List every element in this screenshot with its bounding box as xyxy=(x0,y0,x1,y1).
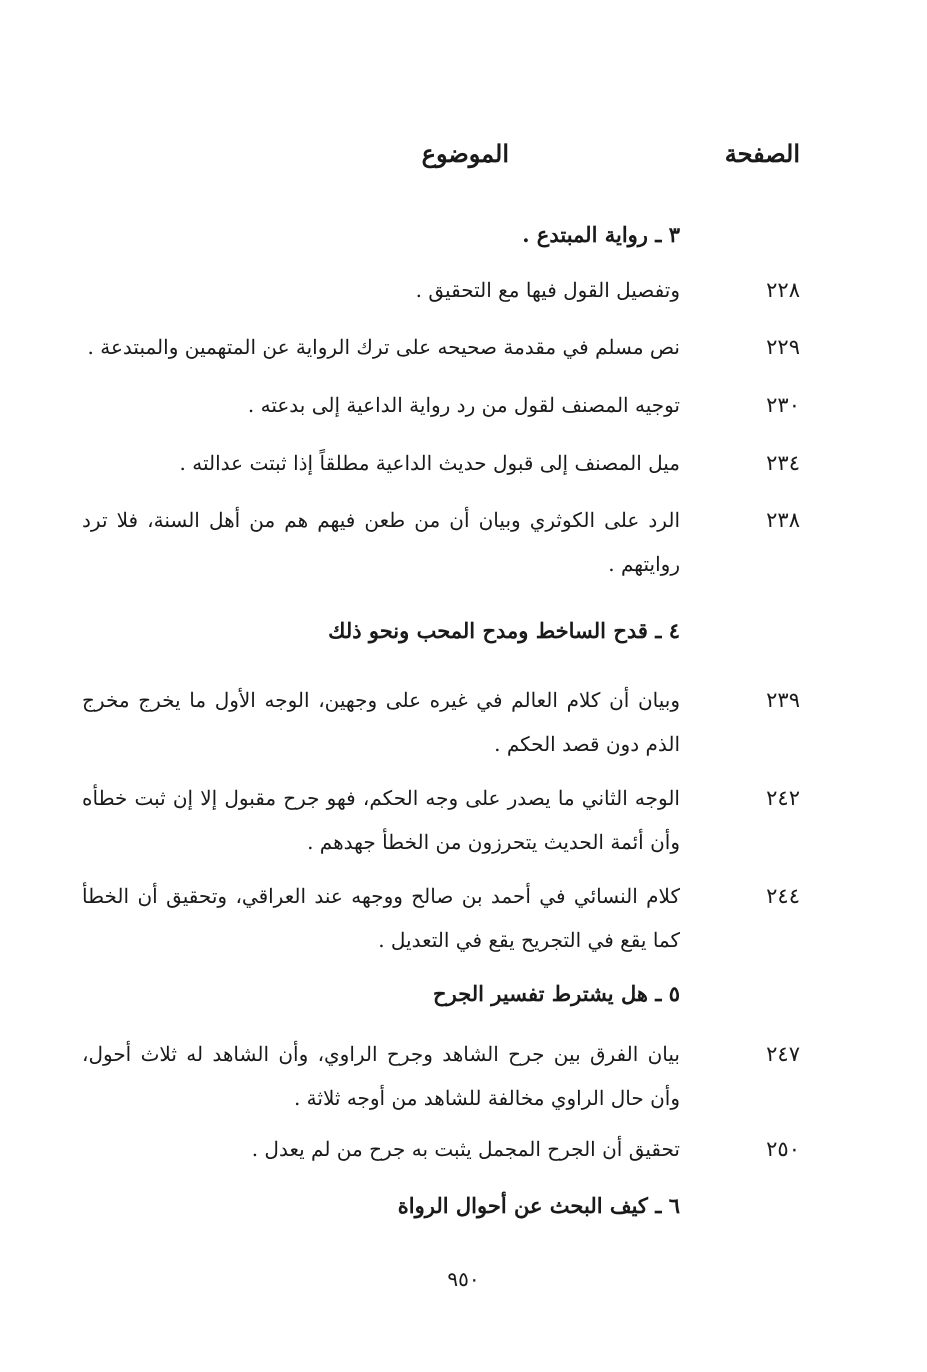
entry-page-number: ٢٣٨ xyxy=(766,508,800,532)
entry-text: كلام النسائي في أحمد بن صالح ووجهه عند العراقي، وتحقيق أن الخطأ كما يقع في التجريح يقع في التعديل . xyxy=(82,884,680,952)
entry-page-number: ٢٤٧ xyxy=(766,1042,800,1066)
entry-text: وتفصيل القول فيها مع التحقيق . xyxy=(415,278,680,302)
page-number-footer: ٩٥٠ xyxy=(447,1267,480,1291)
entry-page-number: ٢٤٤ xyxy=(766,884,800,908)
entry-text: تحقيق أن الجرح المجمل يثبت به جرح من لم يعدل . xyxy=(251,1137,680,1161)
entry-page-number: ٢٢٨ xyxy=(766,278,800,302)
entry-page-number: ٢٤٢ xyxy=(766,786,800,810)
entry-page-number: ٢٣٩ xyxy=(766,688,800,712)
entry-page-number: ٢٥٠ xyxy=(766,1137,800,1161)
entry-text: نص مسلم في مقدمة صحيحه على ترك الرواية عن المتهمين والمبتدعة . xyxy=(87,335,680,359)
section-heading-4: ٤ ـ قدح الساخط ومدح المحب ونحو ذلك xyxy=(328,618,680,643)
section-heading-5: ٥ ـ هل يشترط تفسير الجرح xyxy=(433,981,680,1006)
page-column-header: الصفحة xyxy=(724,139,800,168)
entry-text: ميل المصنف إلى قبول حديث الداعية مطلقاً إذا ثبتت عدالته . xyxy=(179,451,680,475)
entry-text: وبيان أن كلام العالم في غيره على وجهين، الوجه الأول ما يخرج مخرج الذم دون قصد الحكم . xyxy=(82,688,680,756)
topic-column-header: الموضوع xyxy=(421,139,509,168)
entry-page-number: ٢٣٠ xyxy=(766,393,800,417)
section-heading-6: ٦ ـ كيف البحث عن أحوال الرواة xyxy=(397,1193,680,1218)
entry-page-number: ٢٣٤ xyxy=(766,451,800,475)
entry-text: بيان الفرق بين جرح الشاهد وجرح الراوي، وأن الشاهد له ثلاث أحول، وأن حال الراوي مخالفة للشاهد من أوجه ثلاثة . xyxy=(82,1042,680,1110)
entry-text: الرد على الكوثري وبيان أن من طعن فيهم هم من أهل السنة، فلا ترد روايتهم . xyxy=(82,508,680,576)
entry-text: توجيه المصنف لقول من رد رواية الداعية إلى بدعته . xyxy=(247,393,680,417)
entry-text: الوجه الثاني ما يصدر على وجه الحكم، فهو جرح مقبول إلا إن ثبت خطأه وأن أئمة الحديث يتحرزون من الخطأ جهدهم . xyxy=(82,786,680,854)
section-heading-3: ٣ ـ رواية المبتدع . xyxy=(522,222,680,247)
entry-page-number: ٢٢٩ xyxy=(766,335,800,359)
